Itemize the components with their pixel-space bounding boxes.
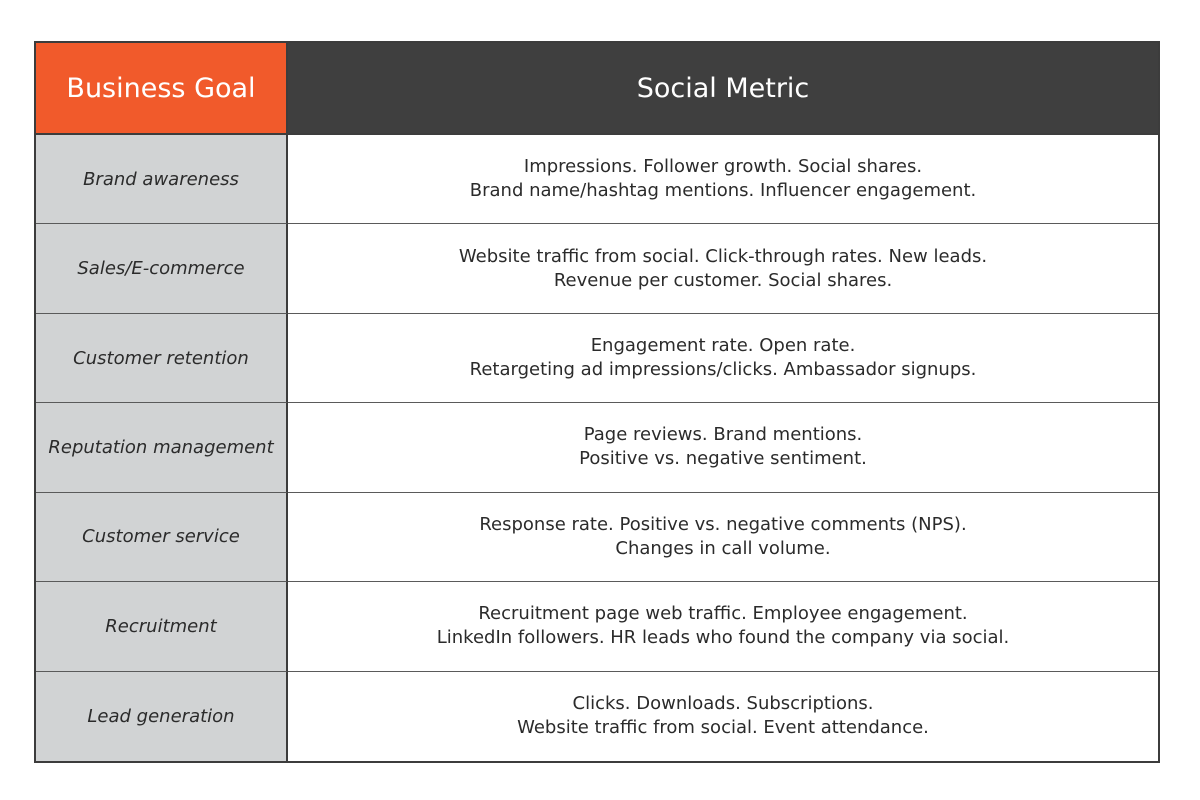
goal-cell-reputation-management: Reputation management xyxy=(36,403,288,492)
metric-cell-lead-generation xyxy=(288,672,1158,761)
metric-line: Clicks. Downloads. Subscriptions. xyxy=(572,693,874,715)
goal-cell-sales-ecommerce: Sales/E-commerce xyxy=(36,224,288,313)
header-social-metric: Social Metric xyxy=(288,43,1158,135)
metric-cell-reputation-management xyxy=(288,403,1158,492)
metric-cell-recruitment xyxy=(288,582,1158,671)
metric-line: LinkedIn followers. HR leads who found the company via social. xyxy=(436,627,1010,649)
metric-line: Retargeting ad impressions/clicks. Ambassador signups. xyxy=(469,359,977,381)
header-business-goal: Business Goal xyxy=(36,43,288,135)
metric-line: Page reviews. Brand mentions. xyxy=(583,424,863,446)
metric-line: Revenue per customer. Social shares. xyxy=(553,269,893,291)
metric-line: Recruitment page web traffic. Employee engagement. xyxy=(478,603,968,625)
metric-cell-customer-retention xyxy=(288,314,1158,403)
metric-line: Response rate. Positive vs. negative comments (NPS). xyxy=(479,513,967,535)
metric-line: Website traffic from social. Event attendance. xyxy=(517,717,929,739)
metric-line: Changes in call volume. xyxy=(615,537,831,559)
metric-line: Engagement rate. Open rate. xyxy=(590,335,856,357)
goal-cell-lead-generation: Lead generation xyxy=(36,672,288,761)
goal-cell-brand-awareness: Brand awareness xyxy=(36,135,288,224)
metric-line: Brand name/hashtag mentions. Influencer engagement. xyxy=(469,180,977,202)
goal-cell-customer-service: Customer service xyxy=(36,493,288,582)
metric-cell-sales-ecommerce xyxy=(288,224,1158,313)
metric-cell-brand-awareness xyxy=(288,135,1158,224)
metric-line: Impressions. Follower growth. Social shares. xyxy=(523,156,923,178)
metric-cell-customer-service xyxy=(288,493,1158,582)
metric-line: Website traffic from social. Click-through rates. New leads. xyxy=(458,245,988,267)
goal-cell-customer-retention: Customer retention xyxy=(36,314,288,403)
goal-cell-recruitment: Recruitment xyxy=(36,582,288,671)
metric-line: Positive vs. negative sentiment. xyxy=(579,448,867,470)
goals-metrics-table xyxy=(34,41,1160,763)
